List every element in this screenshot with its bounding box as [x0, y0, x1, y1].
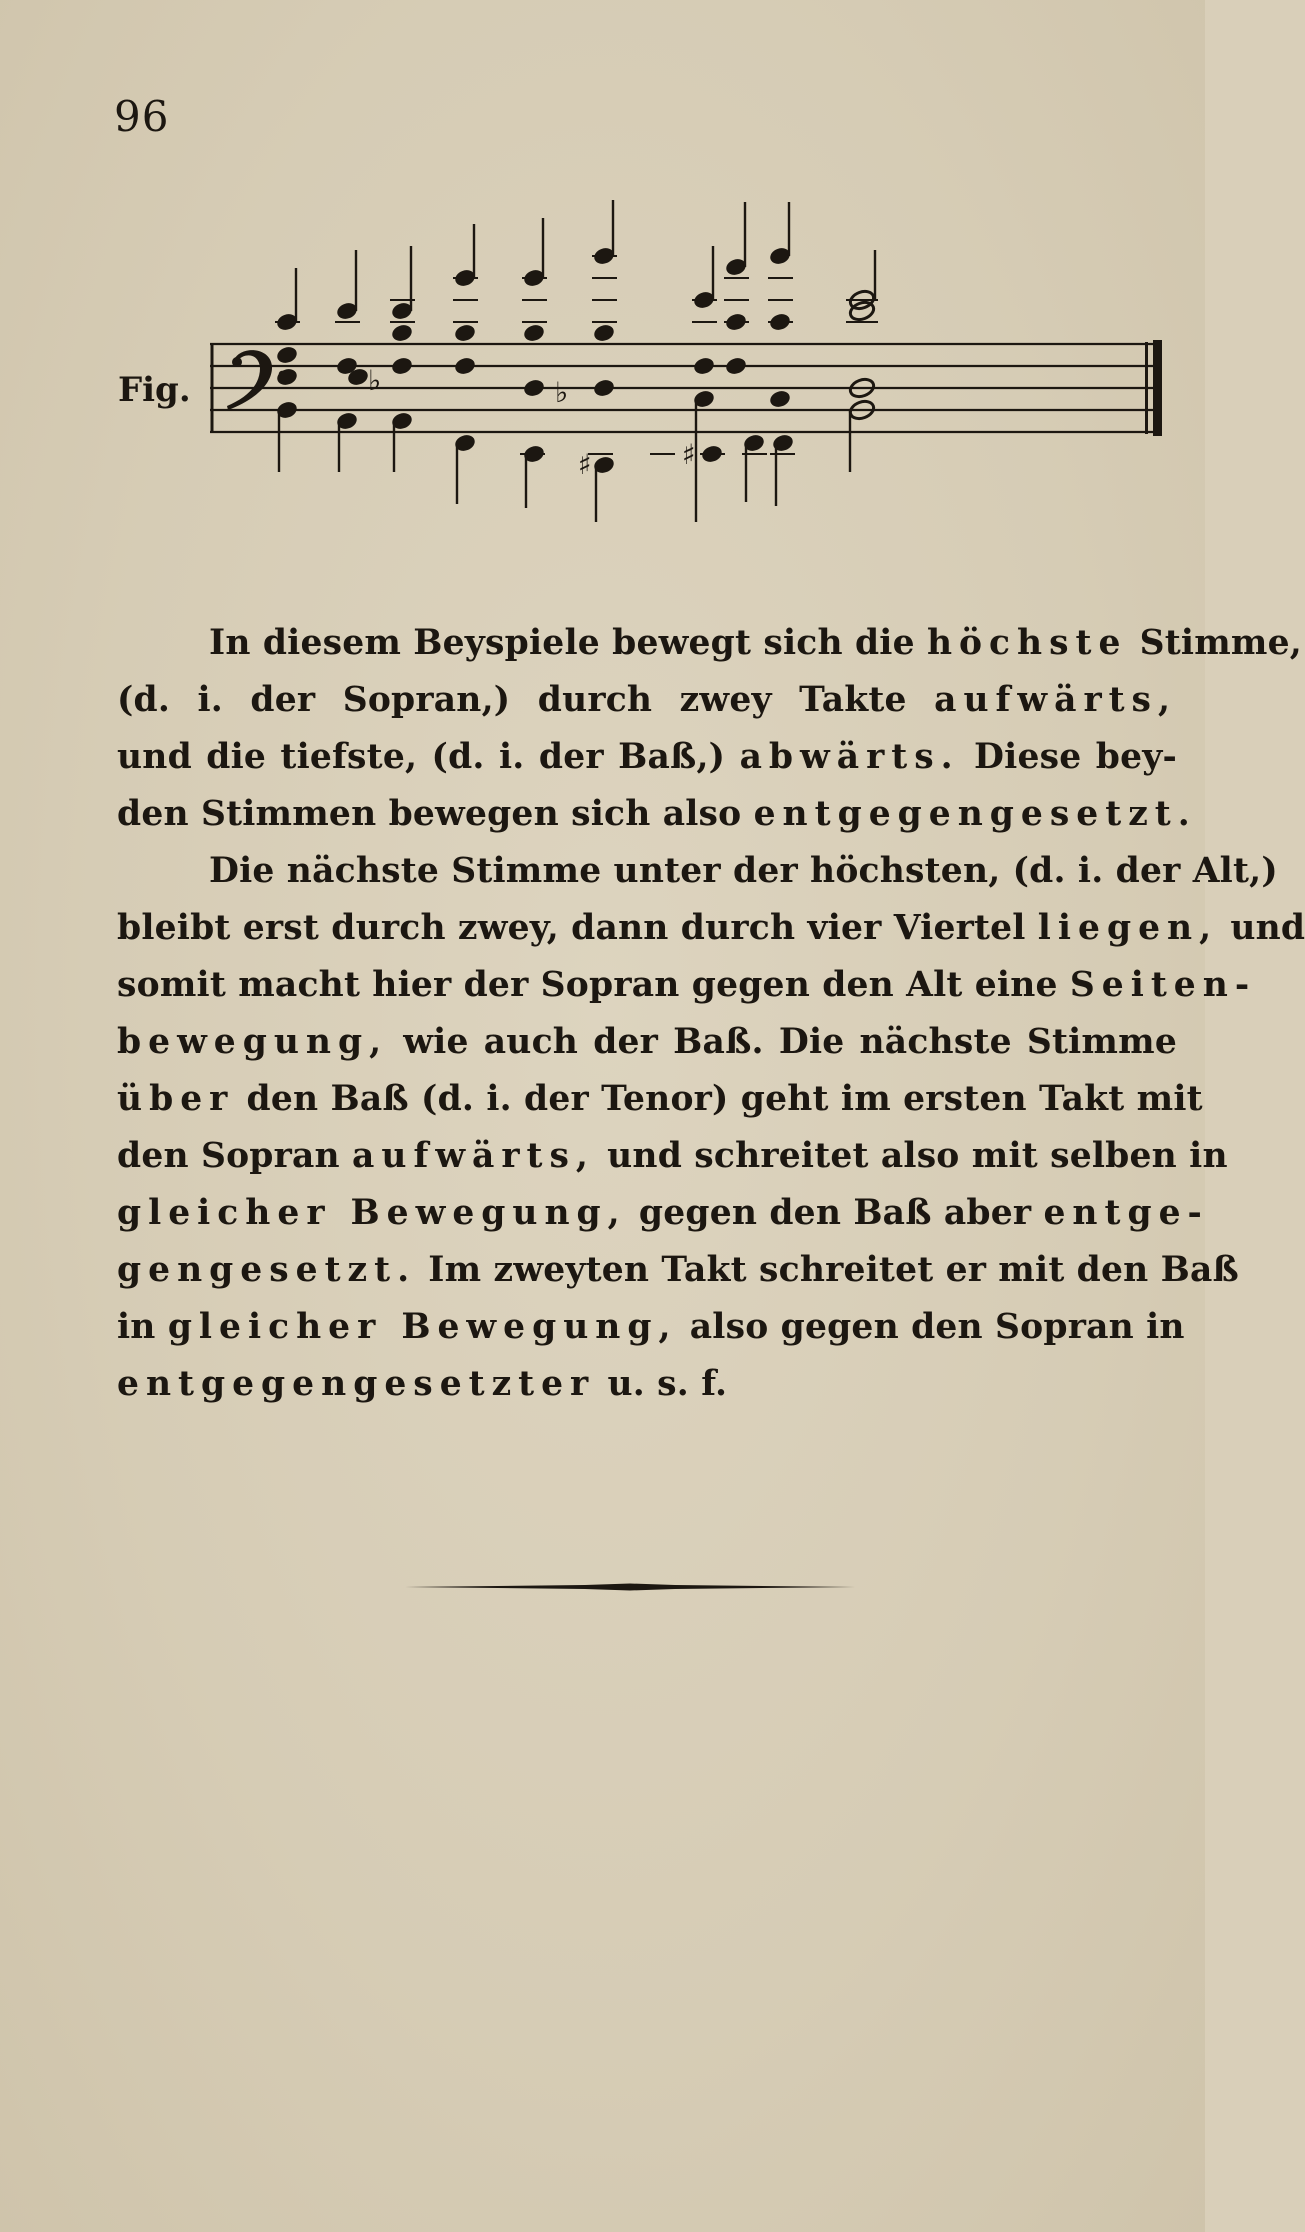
text-segment: und die tiefste, (d. i. der Baß,) — [117, 737, 740, 777]
spaced-emphasis: Seiten- — [1069, 965, 1257, 1005]
spaced-emphasis: gleicher Bewegung, — [117, 1193, 627, 1233]
text-line — [117, 1299, 1185, 1356]
spaced-emphasis: entgegengesetzter — [117, 1364, 596, 1404]
text-segment: somit macht hier der Sopran gegen den Alt eine — [117, 965, 1070, 1005]
text-segment: bleibt erst durch zwey, dann durch vier Viertel — [117, 908, 1038, 948]
spaced-emphasis: gengesetzt. — [117, 1250, 417, 1290]
body-text — [117, 615, 1305, 1413]
flat-icon: ♭ — [555, 376, 569, 409]
text-line — [117, 1128, 1228, 1185]
end-rule — [405, 1582, 855, 1592]
flat-icon: ♭ — [368, 364, 382, 397]
spaced-emphasis: über — [117, 1079, 235, 1119]
page-number: 96 — [114, 92, 170, 141]
notes — [275, 246, 795, 476]
spaced-emphasis: aufwärts, — [934, 680, 1177, 720]
spaced-emphasis: abwärts. — [739, 737, 960, 777]
spaced-emphasis: gleicher Bewegung, — [167, 1307, 678, 1347]
text-line — [117, 729, 1177, 786]
spaced-emphasis: bewegung, — [117, 1022, 389, 1062]
text-segment: und — [1218, 908, 1305, 948]
text-segment: Diese bey- — [959, 737, 1177, 777]
text-segment: u. s. f. — [595, 1364, 728, 1404]
final-barline — [1145, 340, 1162, 436]
text-segment: Die nächste Stimme unter der höchsten, (d. i. der Alt,) — [209, 851, 1278, 891]
spaced-emphasis: entge- — [1043, 1193, 1209, 1233]
text-line — [117, 957, 1257, 1014]
half-notes — [848, 288, 876, 421]
text-segment: also gegen den Sopran in — [677, 1307, 1185, 1347]
text-line — [117, 1071, 1203, 1128]
text-segment: wie auch der Baß. Die nächste Stimme — [388, 1022, 1177, 1062]
text-line — [117, 900, 1305, 957]
music-figure — [100, 190, 1180, 540]
sharp-icon: ♯ — [578, 448, 592, 481]
text-line — [117, 843, 1278, 900]
spaced-emphasis: höchste — [926, 623, 1128, 663]
text-segment: In diesem Beyspiele bewegt sich die — [209, 623, 927, 663]
sharp-icon: ♯ — [682, 438, 696, 471]
spaced-emphasis: entgegengesetzt. — [753, 794, 1197, 834]
bass-clef-icon — [227, 350, 285, 410]
stems — [279, 200, 875, 522]
text-line — [117, 615, 1302, 672]
text-line — [117, 1014, 1177, 1071]
text-line — [117, 672, 1177, 729]
text-segment: Stimme, — [1127, 623, 1302, 663]
text-segment: den Baß (d. i. der Tenor) geht im ersten Takt mit — [234, 1079, 1203, 1119]
spaced-emphasis: aufwärts, — [352, 1136, 595, 1176]
text-segment: den Sopran — [117, 1136, 353, 1176]
ledger-lines — [275, 256, 878, 454]
text-line — [117, 786, 1197, 843]
text-segment: den Stimmen bewegen sich also — [117, 794, 754, 834]
figure-label: Fig. — [118, 370, 191, 410]
text-segment: und schreitet also mit selben in — [594, 1136, 1228, 1176]
text-segment: (d. i. der Sopran,) durch zwey Takte — [117, 680, 935, 720]
music-notation — [100, 190, 1180, 540]
text-segment: gegen den Baß aber — [626, 1193, 1044, 1233]
text-line — [117, 1242, 1239, 1299]
text-line — [117, 1356, 1177, 1413]
text-segment: in — [117, 1307, 168, 1347]
text-line — [117, 1185, 1209, 1242]
text-segment: Im zweyten Takt schreitet er mit den Baß — [416, 1250, 1239, 1290]
spaced-emphasis: liegen, — [1037, 908, 1219, 948]
